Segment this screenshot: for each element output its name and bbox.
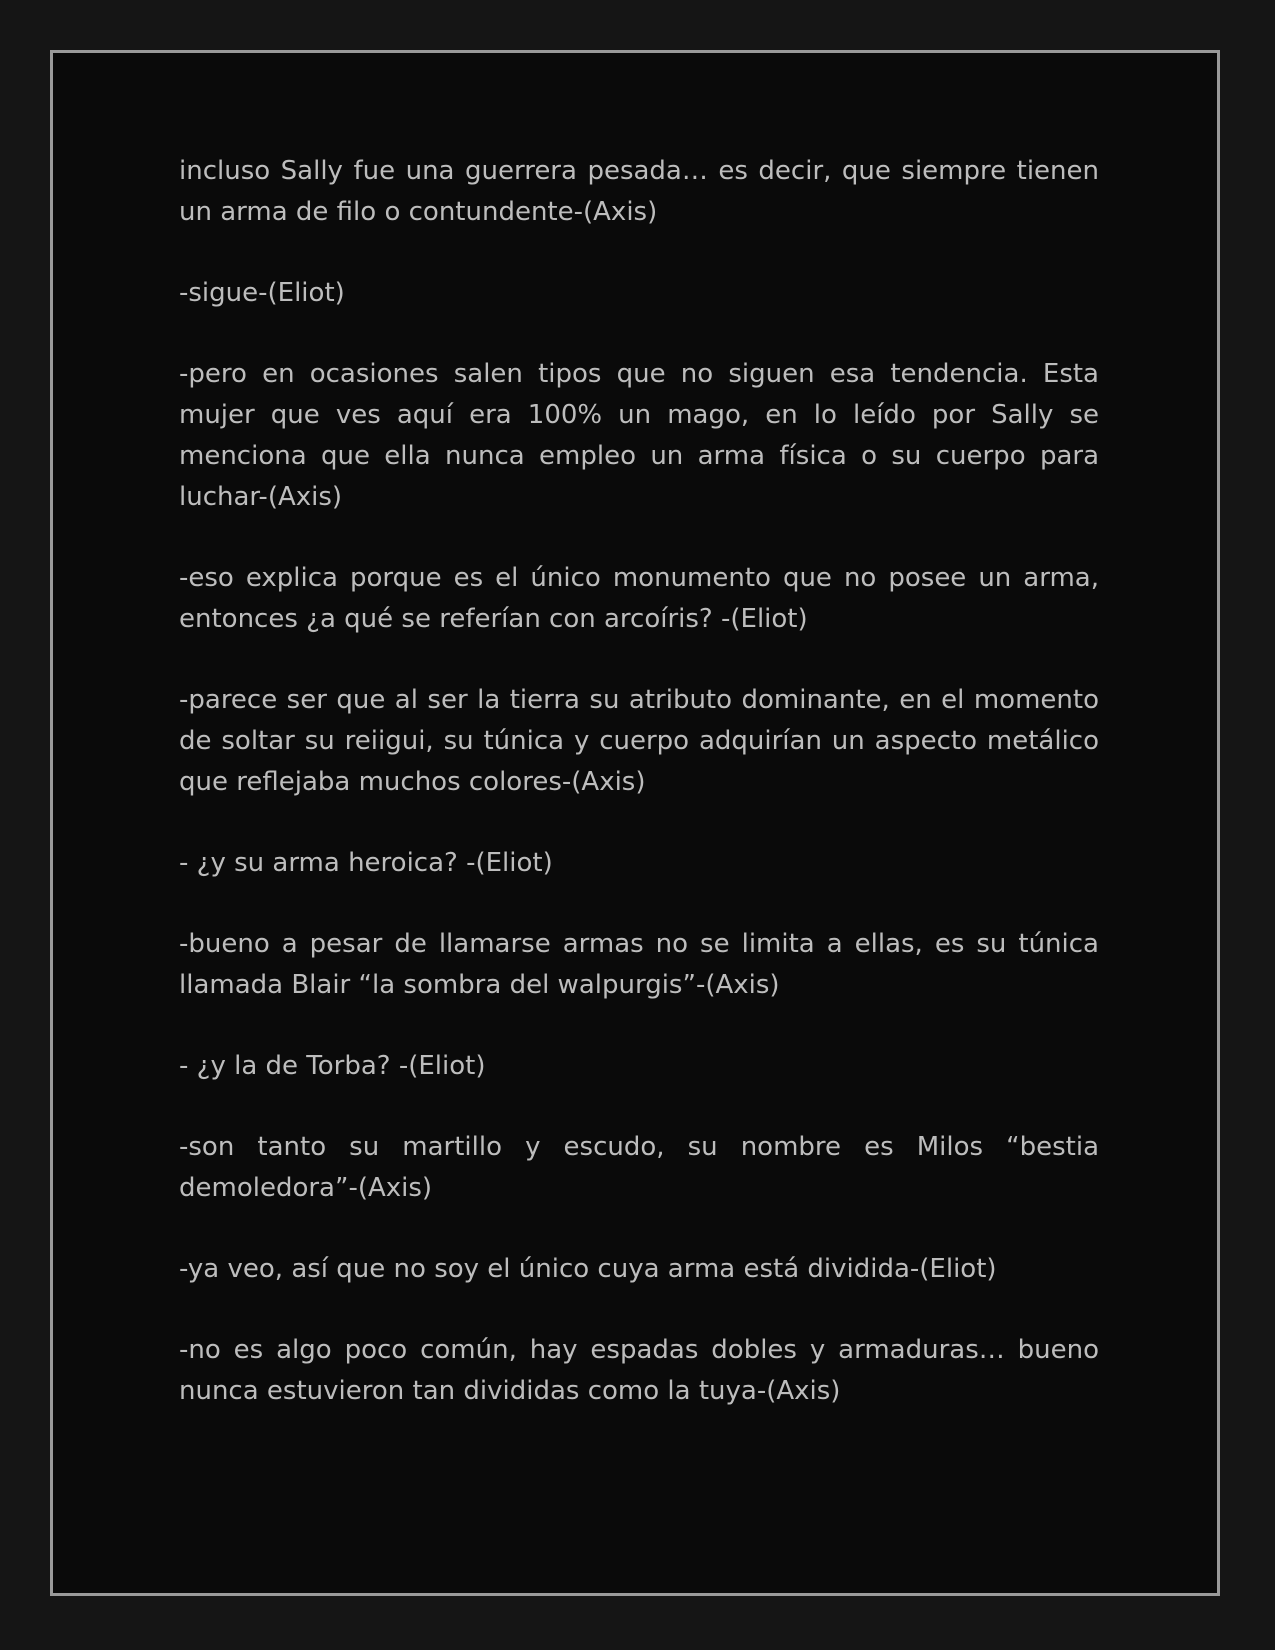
document-body xyxy=(179,151,1099,1452)
paragraph: -bueno a pesar de llamarse armas no se limita a ellas, es su túnica llamada Blair “la sombra del walpurgis”-(Axis) xyxy=(179,929,1099,1000)
paragraph: -pero en ocasiones salen tipos que no siguen esa tendencia. Esta mujer que ves aquí era 100% un mago, en lo leído por Sally se menciona que ella nunca empleo un arma física o su cuerpo para luchar-(Axis) xyxy=(179,359,1099,512)
paragraph: incluso Sally fue una guerrera pesada… es decir, que siempre tienen un arma de filo o contundente-(Axis) xyxy=(179,156,1099,227)
paragraph: - ¿y la de Torba? -(Eliot) xyxy=(179,1051,486,1081)
paragraph: -no es algo poco común, hay espadas dobles y armaduras… bueno nunca estuvieron tan divididas como la tuya-(Axis) xyxy=(179,1335,1099,1406)
paragraph: -son tanto su martillo y escudo, su nombre es Milos “bestia demoledora”-(Axis) xyxy=(179,1132,1099,1203)
paragraph: -eso explica porque es el único monumento que no posee un arma, entonces ¿a qué se referían con arcoíris? -(Eliot) xyxy=(179,563,1099,634)
paragraph: -sigue-(Eliot) xyxy=(179,278,345,308)
paragraph: -ya veo, así que no soy el único cuya arma está dividida-(Eliot) xyxy=(179,1254,997,1284)
paragraph: - ¿y su arma heroica? -(Eliot) xyxy=(179,848,553,878)
page-frame xyxy=(50,50,1220,1596)
paragraph: -parece ser que al ser la tierra su atributo dominante, en el momento de soltar su reiigui, su túnica y cuerpo adquirían un aspecto metálico que reflejaba muchos colores-(Axis) xyxy=(179,685,1099,797)
